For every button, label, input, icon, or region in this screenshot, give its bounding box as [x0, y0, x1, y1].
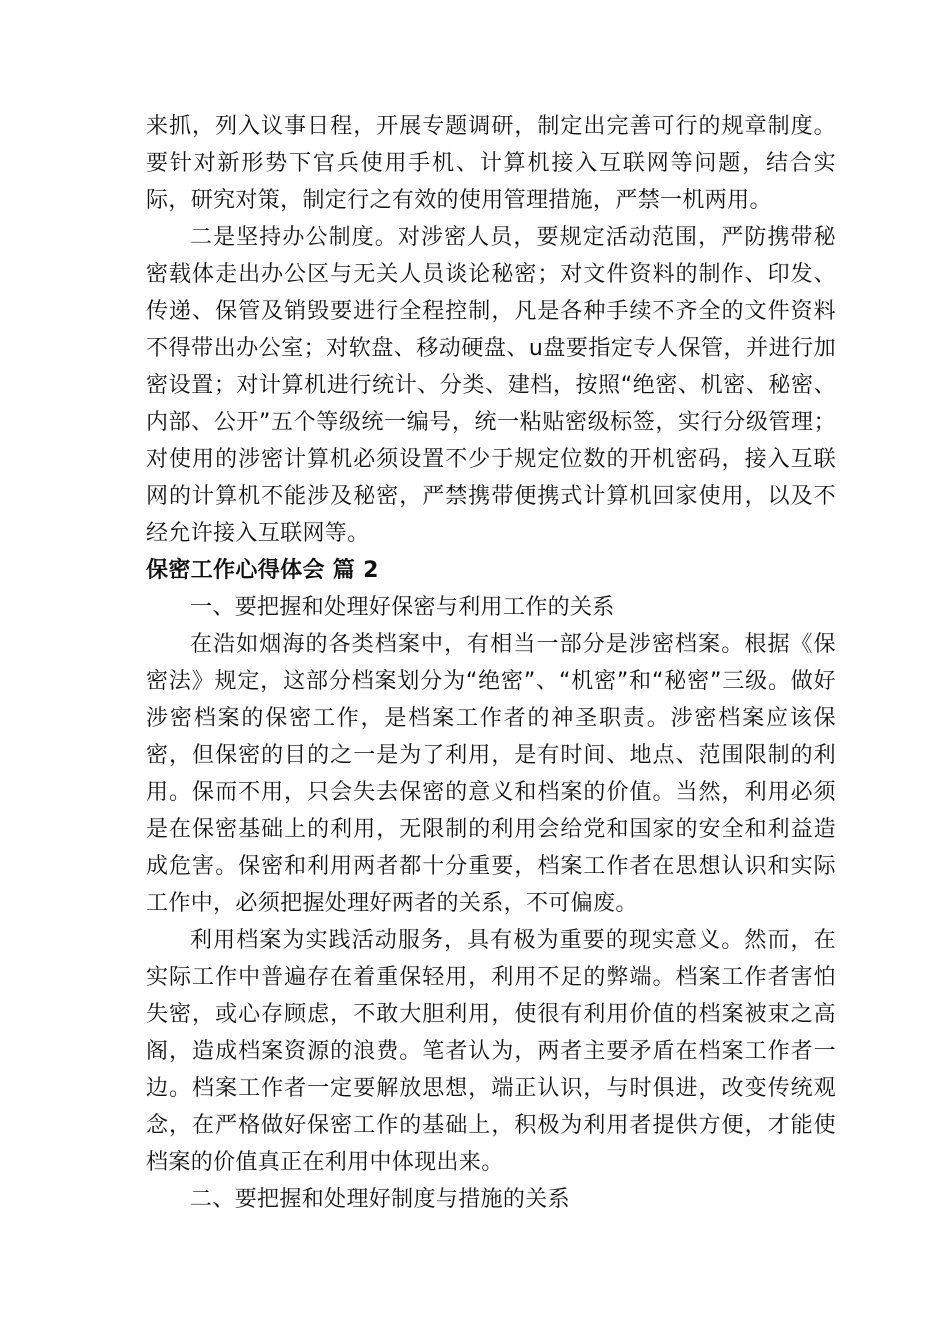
paragraph-office-system: 二是坚持办公制度。对涉密人员，要规定活动范围，严防携带秘密载体走出办公区与无关人员谈论秘密；对文件资料的制作、印发、传递、保管及销毁要进行全程控制，凡是各种手续不齐全的文件资料不得带出办公室；对软盘、移动硬盘、u盘要指定专人保管，并进行加密设置；对计算机进行统计、分类、建档，按照“绝密、机密、秘密、内部、公开”五个等级统一编号，统一粘贴密级标签，实行分级管理；对使用的涉密计算机必须设置不少于规定位数的开机密码，接入互联网的计算机不能涉及秘密，严禁携带便携式计算机回家使用，以及不经允许接入互联网等。 — [146, 225, 836, 546]
paragraph-archives: 在浩如烟海的各类档案中，有相当一部分是涉密档案。根据《保密法》规定，这部分档案划分为“绝密”、“机密”和“秘密”三级。做好涉密档案的保密工作，是档案工作者的神圣职责。涉密档案应该保密，但保密的目的之一是为了利用，是有时间、地点、范围限制的利用。保而不用，只会失去保密的意义和档案的价值。当然，利用必须是在保密基础上的利用，无限制的利用会给党和国家的安全和利益造成危害。保密和利用两者都十分重要，档案工作者在思想认识和实际工作中，必须把握处理好两者的关系，不可偏废。 — [146, 632, 836, 916]
section-heading: 保密工作心得体会 篇 2 — [146, 558, 379, 583]
paragraph-intro: 来抓，列入议事日程，开展专题调研，制定出完善可行的规章制度。要针对新形势下官兵使用手机、计算机接入互联网等问题，结合实际，研究对策，制定行之有效的使用管理措施，严禁一机两用。 — [146, 114, 836, 213]
paragraph-utilization: 利用档案为实践活动服务，具有极为重要的现实意义。然而，在实际工作中普遍存在着重保轻用，利用不足的弊端。档案工作者害怕失密，或心存顾虑，不敢大胆利用，使很有利用价值的档案被束之高阁，造成档案资源的浪费。笔者认为，两者主要矛盾在档案工作者一边。档案工作者一定要解放思想，端正认识，与时俱进，改变传统观念，在严格做好保密工作的基础上，积极为利用者提供方便，才能使档案的价值真正在利用中体现出来。 — [146, 928, 836, 1175]
document-page — [146, 108, 836, 1218]
subheading-one: 一、要把握和处理好保密与利用工作的关系 — [190, 595, 615, 620]
subheading-two: 二、要把握和处理好制度与措施的关系 — [190, 1187, 570, 1212]
